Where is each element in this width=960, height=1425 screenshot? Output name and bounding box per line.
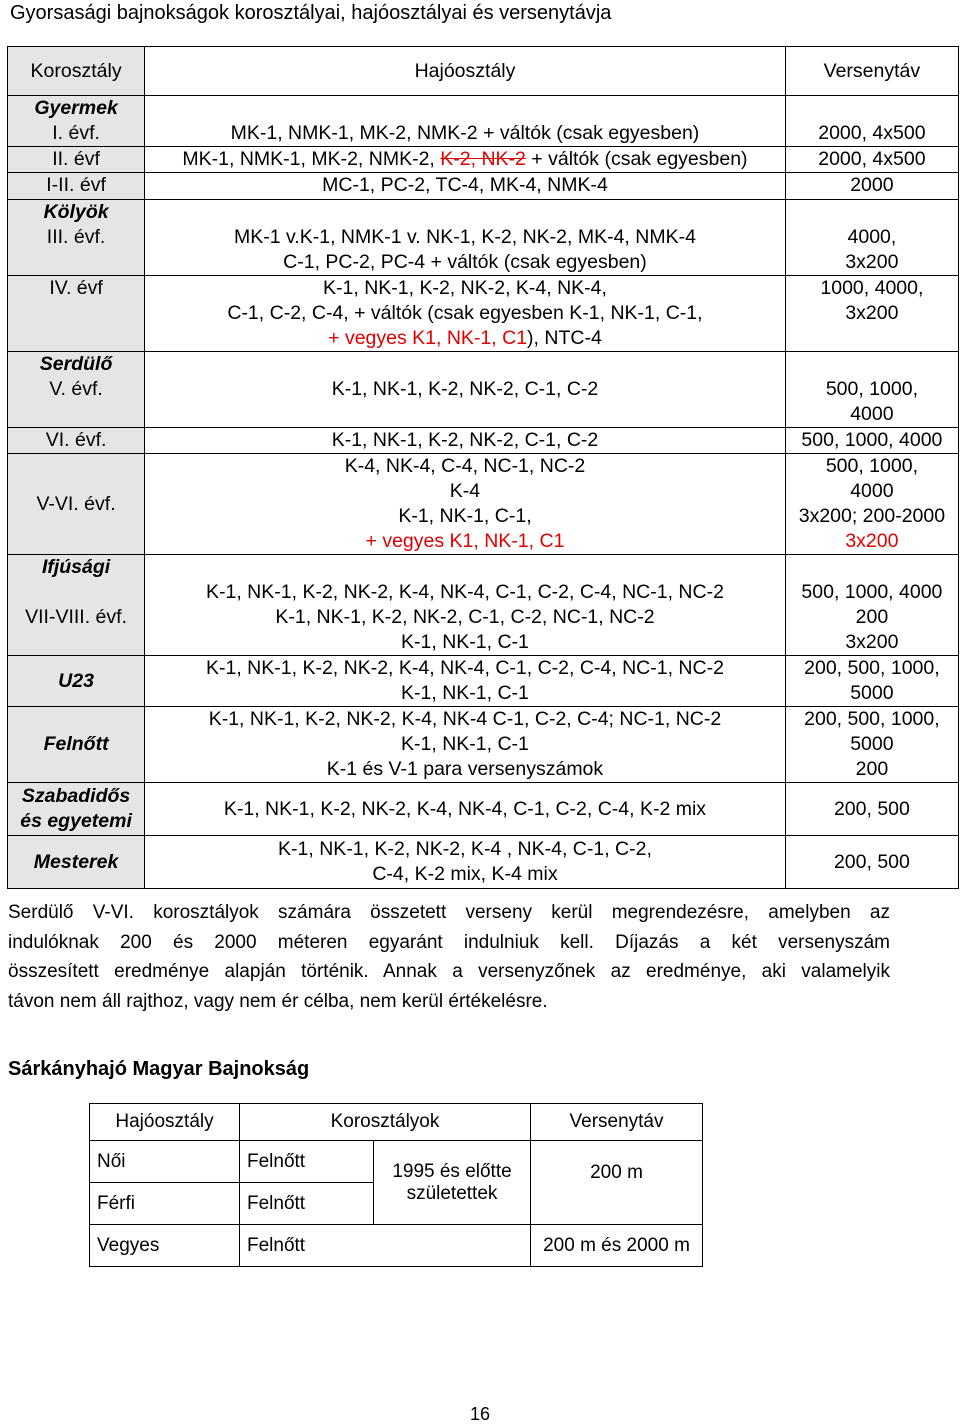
age-cell: VI. évf. xyxy=(45,429,107,451)
paragraph-line: távon nem áll rajthoz, vagy nem ér célba, nem kerül értékelésre. xyxy=(8,990,548,1012)
speed-championship-table xyxy=(7,46,959,889)
table-row xyxy=(8,454,959,555)
group-u23: U23 xyxy=(58,669,94,692)
header-korosztalyok: Korosztályok xyxy=(240,1104,531,1141)
distance-cell: 4000 xyxy=(850,403,894,425)
group-gyermek: Gyermek xyxy=(34,97,118,119)
distance-cell: 3x200 xyxy=(845,530,899,552)
class-cell: K-1, NK-1, K-2, NK-2, K-4, NK-4 C-1, C-2, C-4; NC-1, NC-2 xyxy=(208,708,722,730)
age-cell: IV. évf xyxy=(49,277,103,299)
distance-cell: 500, 1000, 4000 xyxy=(801,581,943,603)
class-cell: K-1, NK-1, K-2, NK-2, C-1, C-2 xyxy=(331,429,599,451)
distance-cell: 500, 1000, 4000 xyxy=(801,429,943,451)
section-title: Sárkányhajó Magyar Bajnokság xyxy=(8,1058,310,1080)
class-cell: K-1, NK-1, C-1, xyxy=(398,505,532,527)
group-ifjusagi: Ifjúsági xyxy=(41,556,111,578)
table-row xyxy=(8,173,959,200)
distance-cell: 500, 1000, xyxy=(825,455,918,477)
distance-cell: 1000, 4000, xyxy=(820,277,924,299)
distance-cell: 5000 xyxy=(850,733,894,755)
class-cell: K-1, NK-1, K-2, NK-2, C-1, C-2 xyxy=(331,378,599,400)
age-cell: III. évf. xyxy=(46,226,106,248)
class-cell: K-1, NK-1, C-1 xyxy=(401,631,529,653)
class-cell: + vegyes K1, NK-1, C1 xyxy=(365,530,565,552)
table-row xyxy=(90,1225,703,1267)
distance-cell: 200, 500, 1000, xyxy=(804,657,940,679)
merged-age-cell-2: születettek xyxy=(406,1182,498,1204)
class-cell: K-4, NK-4, C-4, NC-1, NC-2 xyxy=(344,455,586,477)
distance-cell: 200, 500 xyxy=(833,797,910,820)
dragon-boat-table xyxy=(89,1103,703,1267)
page-title: Gyorsasági bajnokságok korosztályai, hajóosztályai és versenytávja xyxy=(10,2,612,24)
distance-cell: 200 xyxy=(855,606,889,628)
table-row xyxy=(8,836,959,889)
age-cell: VII-VIII. évf. xyxy=(25,606,127,628)
class-cell: K-1, NK-1, K-2, NK-2, K-4 , NK-4, C-1, C-2, xyxy=(278,838,652,860)
note-paragraph xyxy=(8,898,890,1016)
distance-cell: 3x200 xyxy=(845,302,899,324)
distance-cell: 200, 500 xyxy=(833,850,910,873)
class-cell: K-1, NK-1, K-2, NK-2, C-1, C-2, NC-1, NC-2 xyxy=(275,606,655,628)
table-row xyxy=(8,276,959,352)
age-cell: Felnőtt xyxy=(240,1183,374,1225)
age-cell: II. évf xyxy=(52,148,100,170)
header-korosztaly: Korosztály xyxy=(8,47,145,96)
group-szabadidos-2: és egyetemi xyxy=(20,810,132,832)
table-row xyxy=(8,783,959,836)
group-felnott: Felnőtt xyxy=(43,733,109,755)
group-serdulo: Serdülő xyxy=(39,353,113,375)
table-row xyxy=(8,707,959,783)
class-cell: MK-1, NMK-1, MK-2, NMK-2, K-2, NK-2 + váltók (csak egyesben) xyxy=(182,148,748,170)
table-row xyxy=(8,656,959,707)
table-header-row xyxy=(8,47,959,96)
age-cell: I. évf. xyxy=(52,122,100,144)
age-cell: Felnőtt xyxy=(240,1225,531,1267)
distance-cell: 2000 xyxy=(850,174,894,196)
class-cell: K-1 és V-1 para versenyszámok xyxy=(326,758,604,780)
class-cell: K-1, NK-1, K-2, NK-2, K-4, NK-4, xyxy=(323,277,607,299)
class-cell: K-4 xyxy=(449,480,481,502)
table-header-row xyxy=(90,1104,703,1141)
paragraph-line: indulóknak 200 és 2000 méteren egyaránt indulniuk kell. Díjazás a két versenyszám xyxy=(8,931,890,953)
header-versenytav: Versenytáv xyxy=(531,1104,703,1141)
paragraph-line: összesített eredménye alapján történik. Annak a versenyzőnek az eredménye, aki valamelyik xyxy=(8,961,890,982)
distance-cell: 3x200 xyxy=(845,251,899,273)
table-row xyxy=(8,555,959,656)
class-cell: Férfi xyxy=(90,1183,240,1225)
header-hajoosztaly: Hajóosztály xyxy=(145,47,786,96)
distance-cell: 2000, 4x500 xyxy=(818,148,926,170)
distance-cell: 200 xyxy=(855,758,889,780)
page-number: 16 xyxy=(469,1404,491,1424)
group-szabadidos: Szabadidős xyxy=(21,785,131,807)
distance-cell: 200 m és 2000 m xyxy=(531,1225,703,1267)
distance-cell: 4000 xyxy=(850,480,894,502)
class-cell: K-1, NK-1, C-1 xyxy=(401,682,529,704)
group-kolyok: Kölyök xyxy=(43,201,109,223)
class-cell: Vegyes xyxy=(90,1225,240,1267)
class-cell: K-1, NK-1, K-2, NK-2, K-4, NK-4, C-1, C-2, C-4, NC-1, NC-2 xyxy=(206,657,724,679)
merged-distance-cell: 200 m xyxy=(531,1141,703,1225)
distance-cell: 500, 1000, xyxy=(825,378,918,400)
class-cell: + vegyes K1, NK-1, C1), NTC-4 xyxy=(328,327,602,349)
class-cell: MC-1, PC-2, TC-4, MK-4, NMK-4 xyxy=(322,174,608,196)
class-cell: K-1, NK-1, K-2, NK-2, K-4, NK-4, C-1, C-2, C-4, NC-1, NC-2 xyxy=(206,581,724,603)
header-versenytav: Versenytáv xyxy=(785,47,958,96)
age-cell: Felnőtt xyxy=(240,1141,374,1183)
header-hajoosztaly: Hajóosztály xyxy=(90,1104,240,1141)
table-row xyxy=(8,96,959,147)
age-cell: I-II. évf xyxy=(46,174,106,196)
class-cell: Női xyxy=(90,1141,240,1183)
distance-cell: 5000 xyxy=(850,682,894,704)
class-cell: MK-1 v.K-1, NMK-1 v. NK-1, K-2, NK-2, MK-4, NMK-4 xyxy=(234,226,696,248)
class-cell: MK-1, NMK-1, MK-2, NMK-2 + váltók (csak egyesben) xyxy=(230,122,700,144)
table-row xyxy=(8,428,959,454)
merged-age-cell: 1995 és előtte xyxy=(392,1160,512,1182)
age-cell: V-VI. évf. xyxy=(36,492,116,515)
table-row xyxy=(90,1141,703,1183)
distance-cell: 4000, xyxy=(847,226,897,248)
class-cell: C-1, PC-2, PC-4 + váltók (csak egyesben) xyxy=(283,251,647,273)
class-cell: K-1, NK-1, C-1 xyxy=(401,733,529,755)
distance-cell: 3x200; 200-2000 xyxy=(798,505,946,527)
class-cell: K-1, NK-1, K-2, NK-2, K-4, NK-4, C-1, C-2, C-4, K-2 mix xyxy=(223,797,707,820)
paragraph-line: Serdülő V-VI. korosztályok számára összetett verseny kerül megrendezésre, amelyben az xyxy=(8,902,890,923)
class-cell: C-4, K-2 mix, K-4 mix xyxy=(372,863,558,885)
table-row xyxy=(8,200,959,276)
table-row xyxy=(8,352,959,428)
group-mesterek: Mesterek xyxy=(33,850,119,873)
struck-classes: K-2, NK-2 xyxy=(440,148,526,170)
age-cell: V. évf. xyxy=(49,378,103,400)
distance-cell: 200, 500, 1000, xyxy=(804,708,940,730)
table-row xyxy=(8,147,959,173)
class-cell: C-1, C-2, C-4, + váltók (csak egyesben K-1, NK-1, C-1, xyxy=(227,302,703,324)
distance-cell: 3x200 xyxy=(845,631,899,653)
distance-cell: 2000, 4x500 xyxy=(818,122,926,144)
